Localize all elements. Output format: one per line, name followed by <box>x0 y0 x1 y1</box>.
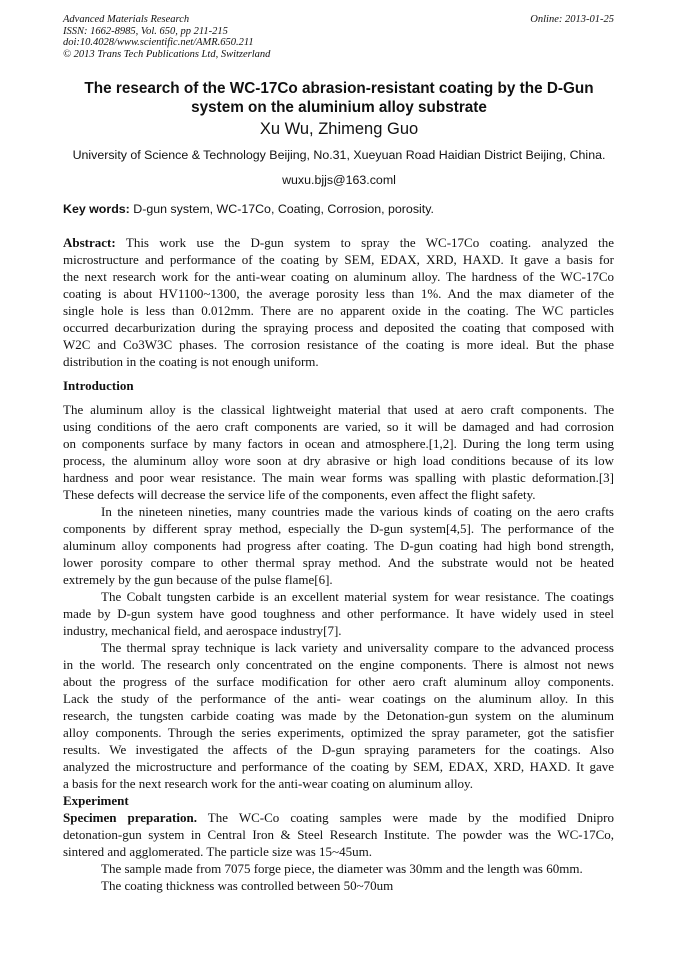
issn: ISSN: 1662-8985, Vol. 650, pp 211-215 <box>63 25 228 37</box>
section-heading: Introduction <box>63 378 134 393</box>
line-text: The WC-Co coating samples were made by the modified Dnipro <box>196 810 614 825</box>
paragraph <box>63 401 614 503</box>
text-line <box>63 268 614 285</box>
keywords-label: Key words: <box>63 202 130 216</box>
line-text: lower porosity compare to other thermal spray method. And the substrate would not be heated <box>63 555 614 570</box>
paper-title <box>40 79 638 117</box>
spacer <box>63 370 614 377</box>
paragraph <box>63 639 614 792</box>
text-line <box>63 860 614 877</box>
line-text: The thermal spray technique is lack variety and universality compare to the advanced process <box>101 640 614 655</box>
text-line <box>63 435 614 452</box>
text-line <box>63 877 614 894</box>
text-line <box>63 724 614 741</box>
text-line <box>63 319 614 336</box>
paper-body <box>63 234 614 894</box>
line-text: on components surface by many factors in ocean and atmosphere.[1,2]. During the long term using <box>63 436 614 451</box>
text-line <box>63 520 614 537</box>
line-text: industry, mechanical field, and aerospace industry[7]. <box>63 623 342 638</box>
line-text: single hole is less than 0.012mm. There are no apparent oxide in the coating. The WC particles <box>63 303 614 318</box>
line-text: In the nineteen nineties, many countries made the various kinds of coating on the aero crafts <box>101 504 614 519</box>
line-text: distribution in the coating is not enough uniform. <box>63 354 319 369</box>
line-text: made by D-gun system have good toughness and other performance. It have widely used in steel <box>63 606 614 621</box>
text-line <box>63 285 614 302</box>
line-text: This work use the D-gun system to spray the WC-17Co coating. analyzed the <box>115 235 614 250</box>
text-line <box>63 775 614 792</box>
text-line <box>63 571 614 588</box>
line-text: microstructure and performance of the coating by SEM, EDAX, XRD, HAXD. It gave a basis for <box>63 252 614 267</box>
text-line <box>63 707 614 724</box>
authors: Xu Wu, Zhimeng Guo <box>259 120 419 138</box>
text-line <box>63 452 614 469</box>
spacer <box>63 394 614 401</box>
line-text: Lack the study of the performance of the anti- wear coatings on the aluminum alloy. In this <box>63 691 614 706</box>
line-text: detonation-gun system in Central Iron & Steel Research Institute. The powder was the WC-17Co, <box>63 827 614 842</box>
line-text: process, the aluminum alloy wore soon at dry abrasive or high load conditions because of its low <box>63 453 614 468</box>
keywords <box>63 202 434 216</box>
line-text: about the progress of the surface modification for other aero craft aluminum alloy components. <box>63 674 614 689</box>
text-line <box>63 537 614 554</box>
paragraph <box>63 503 614 588</box>
line-text: components by different spray method, especially the D-gun system[4,5]. The performance of the <box>63 521 614 536</box>
text-line <box>63 353 614 370</box>
line-text: The coating thickness was controlled between 50~70um <box>101 878 394 893</box>
title-line-1: The research of the WC-17Co abrasion-resistant coating by the D-Gun <box>84 80 594 97</box>
text-line <box>63 843 614 860</box>
inline-heading: Specimen preparation. <box>63 810 197 825</box>
online-date: Online: 2013-01-25 <box>530 14 614 25</box>
text-line <box>63 690 614 707</box>
text-line <box>63 622 614 639</box>
text-line <box>63 605 614 622</box>
title-line-2: system on the aluminium alloy substrate <box>191 99 487 116</box>
line-text: These defects will decrease the service life of the components, even affect the flight safety. <box>63 487 536 502</box>
line-text: extremely by the gun because of the pulse flame[6]. <box>63 572 333 587</box>
author-email: wuxu.bjjs@163.coml <box>282 173 396 187</box>
paragraph <box>63 877 614 894</box>
line-text: hardness and poor wear resistance. The main wear forms was spalling with plastic deformation.[3] <box>63 470 614 485</box>
doi: doi:10.4028/www.scientific.net/AMR.650.211 <box>63 37 254 49</box>
affiliation: University of Science & Technology Beijing, No.31, Xueyuan Road Haidian District Beijing, China. <box>72 148 606 162</box>
text-line <box>63 758 614 775</box>
line-text: The aluminum alloy is the classical lightweight material that used at aero craft components. The <box>63 402 614 417</box>
paragraph <box>63 860 614 877</box>
line-text: research, the tungsten carbide coating was made by the Detonation-gun system on the aluminum <box>63 708 614 723</box>
text-line <box>63 503 614 520</box>
text-line <box>63 336 614 353</box>
text-line <box>63 741 614 758</box>
text-line <box>63 639 614 656</box>
line-text: the next research work for the anti-wear coating on aluminum alloy. The hardness of the WC-17Co <box>63 269 614 284</box>
text-line <box>63 486 614 503</box>
text-line <box>63 809 614 826</box>
line-text: W2C and Co3W3C phases. The corrosion resistance of the coating is more ideal. But the phase <box>63 337 614 352</box>
line-text: sintered and agglomerated. The particle size was 15~45um. <box>63 844 372 859</box>
text-line <box>63 401 614 418</box>
text-line <box>63 251 614 268</box>
text-line <box>63 469 614 486</box>
line-text: results. We investigated the affects of the D-gun spraying parameters for the coatings. Also <box>63 742 614 757</box>
copyright: © 2013 Trans Tech Publications Ltd, Switzerland <box>63 48 271 60</box>
line-text: alloy components. Through the series experiments, optimized the spray parameter, got the satisfier <box>63 725 614 740</box>
journal-header <box>63 14 614 60</box>
line-text: The Cobalt tungsten carbide is an excellent material system for wear resistance. The coatings <box>101 589 614 604</box>
line-text: The sample made from 7075 forge piece, the diameter was 30mm and the length was 60mm. <box>101 861 583 876</box>
text-line <box>63 302 614 319</box>
text-line <box>63 234 614 251</box>
text-line <box>63 418 614 435</box>
line-text: coating is about HV1100~1300, the average porosity less than 1%. And the max diameter of the <box>63 286 614 301</box>
line-text: analyzed the microstructure and performance of the coating by SEM, EDAX, XRD, HAXD. It gave <box>63 759 614 774</box>
text-line <box>63 554 614 571</box>
inline-heading: Abstract: <box>63 235 116 250</box>
line-text: occurred decarburization during the spraying process and deposited the coating that composed with <box>63 320 614 335</box>
text-line <box>63 826 614 843</box>
section-heading: Experiment <box>63 793 129 808</box>
journal-name: Advanced Materials Research <box>63 14 190 25</box>
text-line <box>63 656 614 673</box>
paragraph <box>63 234 614 370</box>
line-text: in the world. The research only concentrated on the engine components. There is almost not news <box>63 657 614 672</box>
text-line <box>63 588 614 605</box>
line-text: a basis for the next research work for the anti-wear coating on aluminum alloy. <box>63 776 473 791</box>
paragraph <box>63 588 614 639</box>
line-text: using conditions of the aero craft components are varied, so it will be damaged and had corrosion <box>63 419 614 434</box>
text-line <box>63 673 614 690</box>
line-text: aluminum alloy components had progress after coating. The D-gun coating had high bond strength, <box>63 538 614 553</box>
paragraph <box>63 809 614 860</box>
keywords-text: D-gun system, WC-17Co, Coating, Corrosion, porosity. <box>129 202 434 216</box>
